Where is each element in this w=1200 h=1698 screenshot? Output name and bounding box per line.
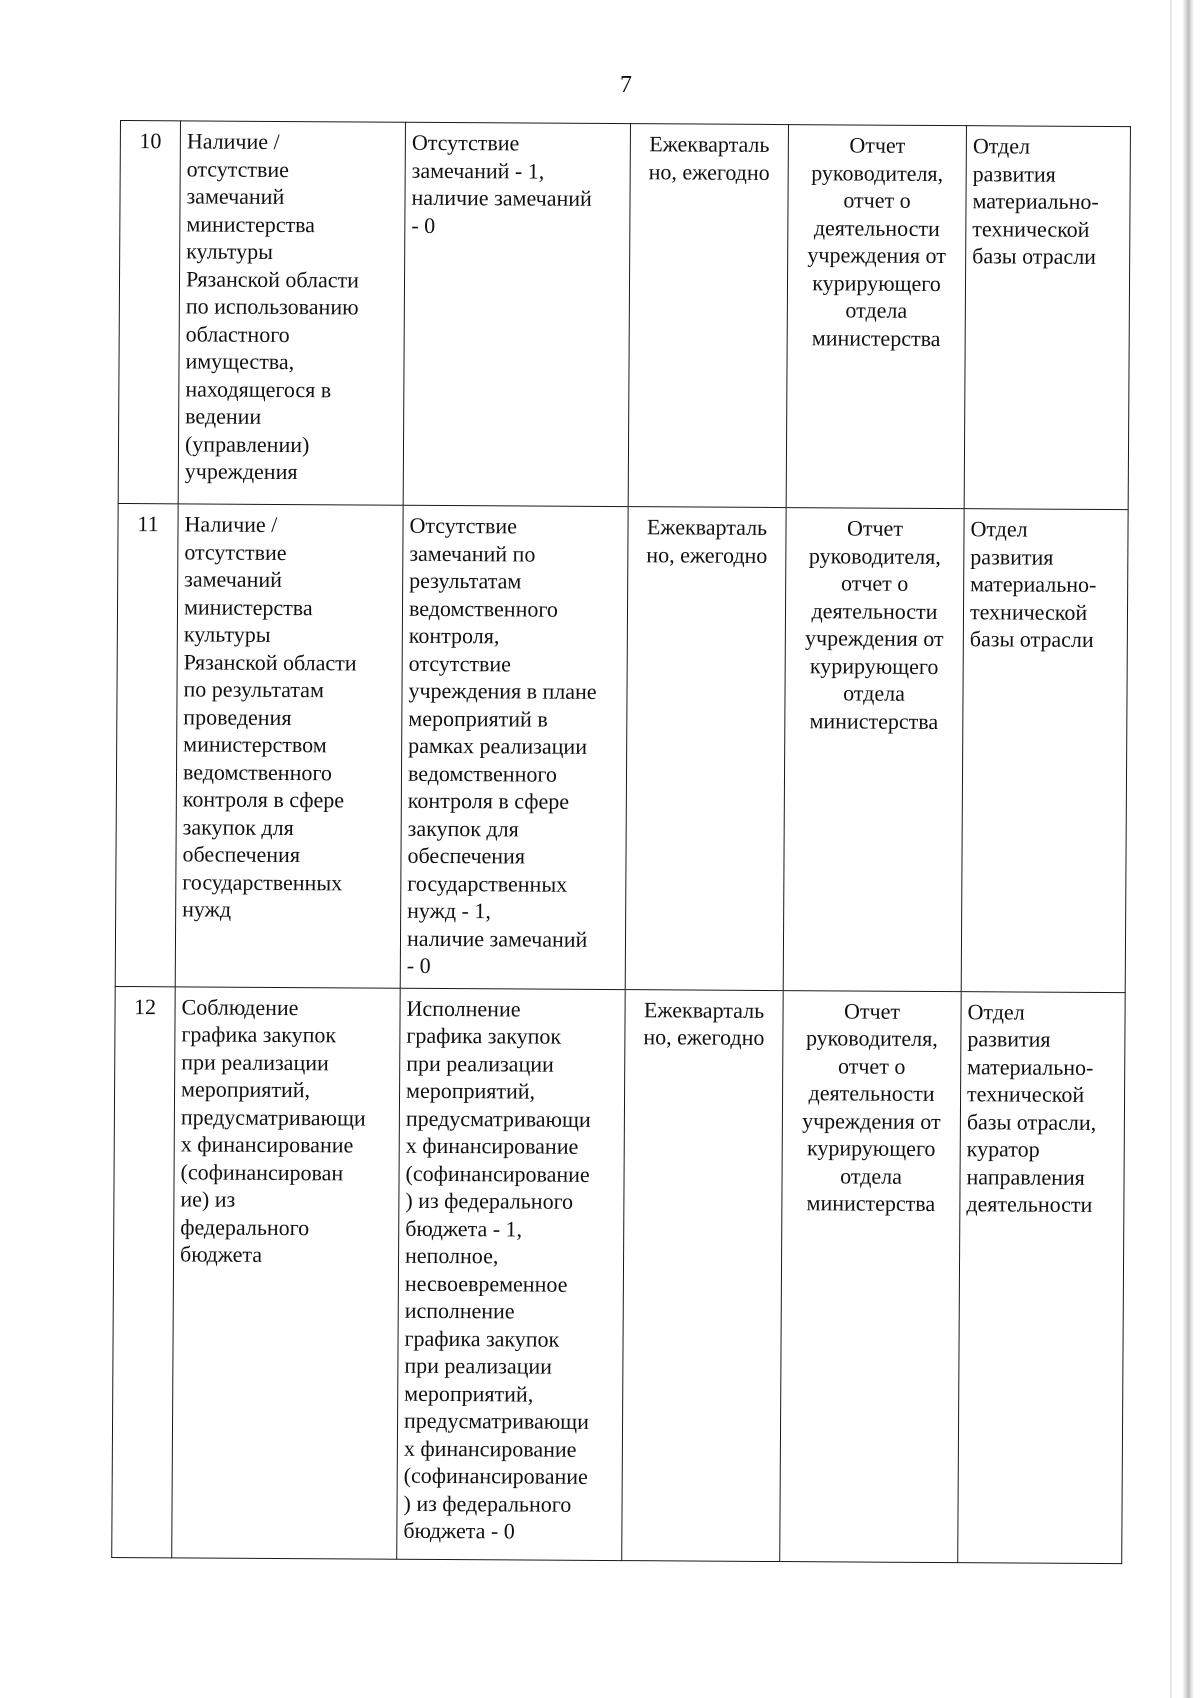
criteria-cell: Отсутствие замечаний по результатам ведомственного контроля, отсутствие учреждения в плане мероприятий в рамках реализации ведомственного контроля в сфере закупок для обеспечения государственных нужд - 1, наличие замечаний - 0 <box>400 505 628 989</box>
responsible-cell: Отдел развития материально- технической базы отрасли <box>961 509 1128 992</box>
responsible-cell: Отдел развития материально- технической базы отрасли <box>964 126 1130 510</box>
frequency-cell: Ежекварталь но, ежегодно <box>628 124 788 508</box>
indicator-cell: Наличие / отсутствие замечаний министерства культуры Рязанской области по результатам проведения министерством ведомственного контроля в сфере закупок для обеспечения государственных нужд <box>175 504 403 988</box>
responsible-cell: Отдел развития материально- технической базы отрасли, куратор направления деятельности <box>958 991 1125 1563</box>
source-cell: Отчет руководителя, отчет о деятельности учреждения от курирующего отдела министерства <box>786 125 966 509</box>
criteria-cell: Исполнение графика закупок при реализации мероприятий, предусматривающи х финансирование (софинансирование ) из федерального бюджета - 1, неполное, несвоевременное исполнение графика закупок при реализации мероприятий, предусматривающи х финансирование (софинансирование ) из федерального бюджета - 0 <box>397 988 625 1560</box>
frequency-cell: Ежекварталь но, ежегодно <box>625 507 786 990</box>
scan-edge-line <box>1170 0 1172 1698</box>
table-row <box>118 121 1130 510</box>
indicator-cell: Наличие / отсутствие замечаний министерства культуры Рязанской области по использованию областного имущества, находящегося в ведении (управлении) учреждения <box>178 121 405 505</box>
criteria-cell: Отсутствие замечаний - 1, наличие замечаний - 0 <box>403 122 630 506</box>
source-cell: Отчет руководителя, отчет о деятельности учреждения от курирующего отдела министерства <box>780 990 961 1562</box>
row-number: 10 <box>118 121 180 504</box>
source-cell: Отчет руководителя, отчет о деятельности учреждения от курирующего отдела министерства <box>783 508 964 992</box>
indicator-cell: Соблюдение графика закупок при реализации мероприятий, предусматривающи х финансирование (софинансирован ие) из федерального бюджета <box>172 986 400 1558</box>
frequency-cell: Ежекварталь но, ежегодно <box>622 989 783 1561</box>
table-row <box>115 503 1128 992</box>
scan-edge-shadow <box>1182 0 1194 1698</box>
page-number: 7 <box>620 72 632 98</box>
row-number: 12 <box>112 986 175 1557</box>
row-number: 11 <box>115 503 178 986</box>
table-row <box>112 986 1125 1563</box>
criteria-table <box>111 120 1131 1564</box>
